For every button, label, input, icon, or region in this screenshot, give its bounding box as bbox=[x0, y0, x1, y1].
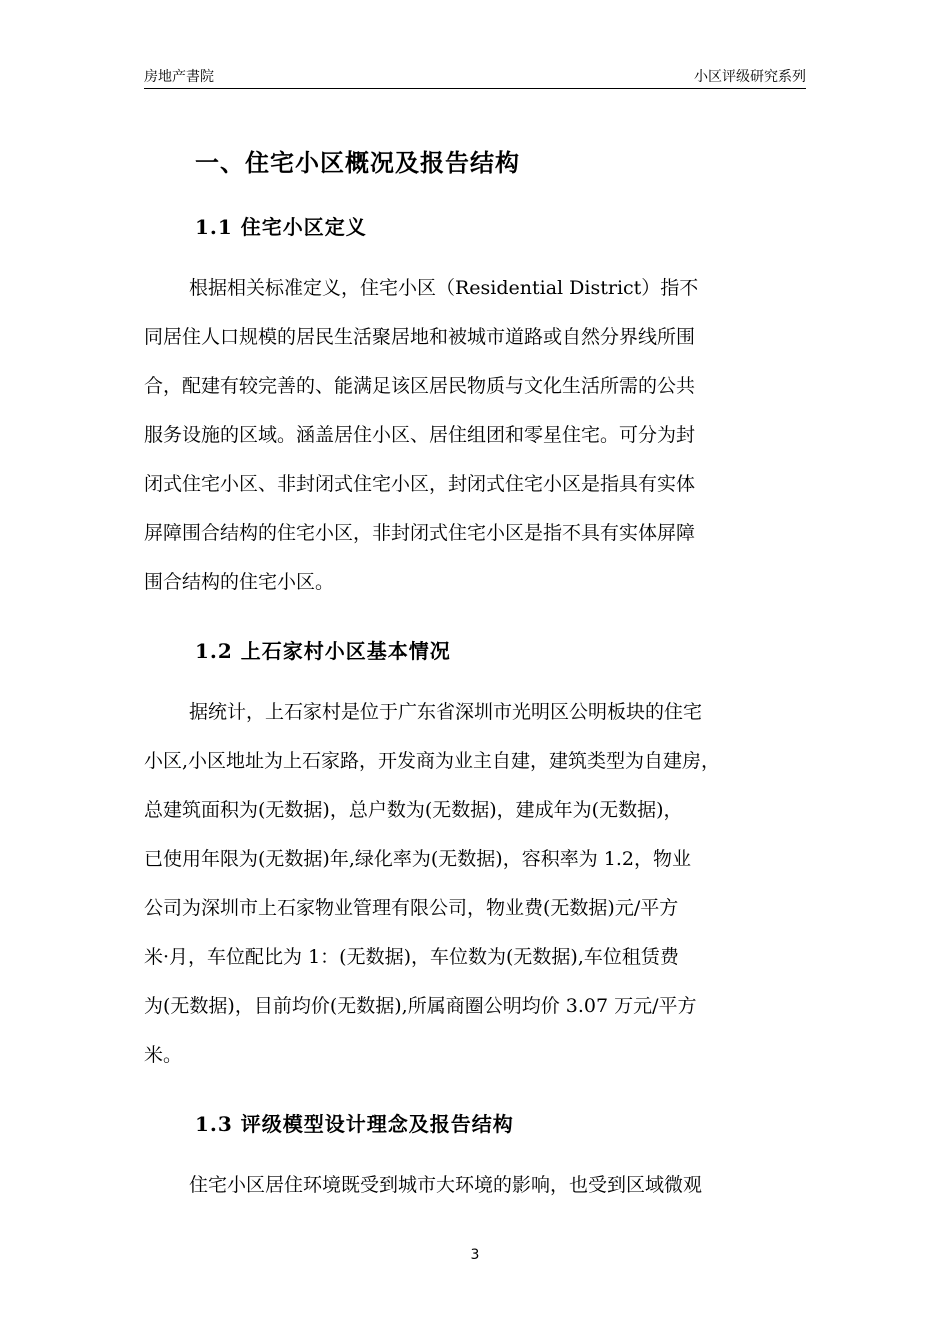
text-line: 总建筑面积为(无数据)，总户数为(无数据)，建成年为(无数据)， bbox=[144, 799, 683, 821]
section-heading-1-3: 1.3 评级模型设计理念及报告结构 bbox=[195, 1112, 514, 1136]
header-publisher: 房地产書院 bbox=[144, 69, 214, 85]
text-line: 服务设施的区域。涵盖居住小区、居住组团和零星住宅。可分为封 bbox=[144, 424, 696, 446]
text-line: 小区,小区地址为上石家路，开发商为业主自建，建筑类型为自建房， bbox=[144, 750, 721, 772]
text-line: 据统计，上石家村是位于广东省深圳市光明区公明板块的住宅 bbox=[189, 701, 703, 723]
chapter-title: 一、住宅小区概况及报告结构 bbox=[195, 148, 520, 177]
text-line: 闭式住宅小区、非封闭式住宅小区，封闭式住宅小区是指具有实体 bbox=[144, 473, 696, 495]
text-line: 公司为深圳市上石家物业管理有限公司，物业费(无数据)元/平方 bbox=[144, 897, 679, 919]
text-line: 同居住人口规模的居民生活聚居地和被城市道路或自然分界线所围 bbox=[144, 326, 696, 348]
text-line: 屏障围合结构的住宅小区，非封闭式住宅小区是指不具有实体屏障 bbox=[144, 522, 696, 544]
text-line: 为(无数据)，目前均价(无数据),所属商圈公明均价 3.07 万元/平方 bbox=[144, 995, 697, 1017]
text-line: 根据相关标准定义，住宅小区（Residential District）指不 bbox=[189, 277, 699, 299]
text-line: 米·月，车位配比为 1：(无数据)，车位数为(无数据),车位租赁费 bbox=[144, 946, 679, 968]
section-1-1-body bbox=[144, 264, 816, 607]
text-line: 住宅小区居住环境既受到城市大环境的影响，也受到区域微观 bbox=[189, 1174, 703, 1196]
header-series: 小区评级研究系列 bbox=[694, 69, 806, 85]
text-line: 合，配建有较完善的、能满足该区居民物质与文化生活所需的公共 bbox=[144, 375, 696, 397]
text-line: 围合结构的住宅小区。 bbox=[144, 571, 335, 593]
page-number: 3 bbox=[470, 1247, 480, 1263]
section-heading-1-1: 1.1 住宅小区定义 bbox=[195, 215, 367, 239]
text-line: 已使用年限为(无数据)年,绿化率为(无数据)，容积率为 1.2，物业 bbox=[144, 848, 691, 870]
section-1-3-body bbox=[144, 1161, 816, 1210]
section-heading-1-2: 1.2 上石家村小区基本情况 bbox=[195, 639, 451, 663]
text-line: 米。 bbox=[144, 1044, 183, 1066]
page-header bbox=[144, 64, 806, 89]
section-1-2-body bbox=[144, 688, 816, 1080]
